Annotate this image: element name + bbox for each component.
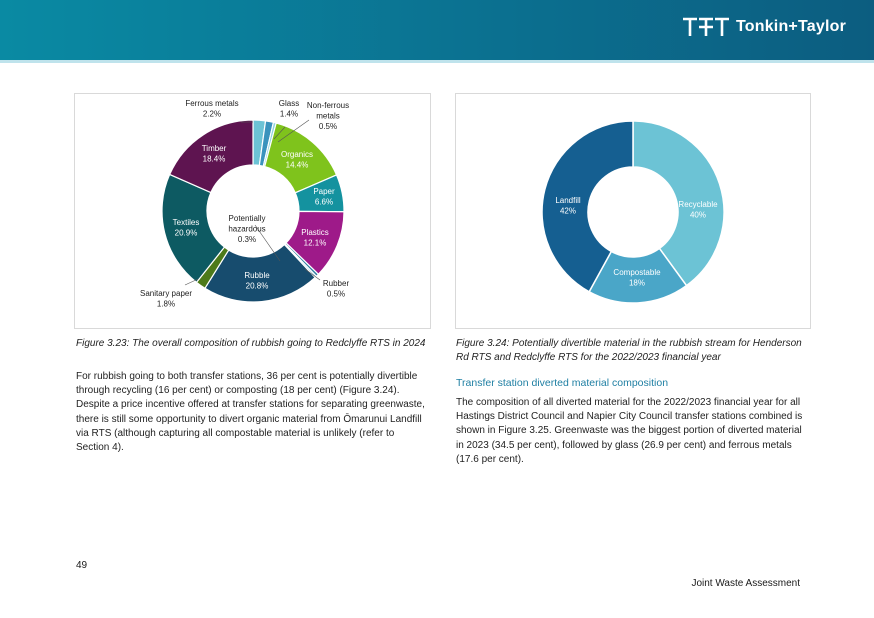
figure-3-23-caption: Figure 3.23: The overall composition of rubbish going to Redclyffe RTS in 2024	[76, 338, 426, 349]
divertible-donut-chart	[456, 94, 810, 328]
label-landfill: Landfill 42%	[555, 196, 581, 216]
label-compostable: Compostable 18%	[613, 268, 661, 288]
section-heading: Transfer station diverted material composition	[456, 377, 669, 389]
label-rubber: Rubber 0.5%	[322, 279, 350, 299]
left-paragraph: For rubbish going to both transfer stations, 36 per cent is potentially divertible through recycling (16 per cent) or composting (18 per cent) (Figure 3.24). Despite a price incentive offered at transfer stations for separating greenwaste, there is still some opportunity to divert organic material from Ōmarunui Landfill via RTS (although capturing all compostable material is unlikely (refer to Section 4).	[76, 371, 425, 454]
document-title: Joint Waste Assessment	[691, 578, 800, 589]
label-recyclable: Recyclable 40%	[678, 200, 718, 220]
brand-name: Tonkin+Taylor	[735, 18, 846, 35]
label-textiles: Textiles 20.9%	[172, 218, 200, 238]
tonkin-taylor-logo-icon	[682, 16, 730, 38]
label-rubble: Rubble 20.8%	[244, 271, 270, 291]
center-label: Potentially hazardous 0.3%	[228, 214, 266, 244]
label-ferrous-metals: Ferrous metals 2.2%	[185, 99, 239, 119]
label-glass: Glass 1.4%	[278, 99, 300, 119]
composition-donut-chart	[75, 94, 430, 328]
brand-logo	[682, 16, 846, 38]
label-sanitary-paper: Sanitary paper 1.8%	[139, 289, 193, 309]
label-timber: Timber 18.4%	[201, 144, 227, 164]
right-paragraph: The composition of all diverted material for the 2022/2023 financial year for all Hastings District Council and Napier City Council transfer stations combined is shown in Figure 3.25. Greenwaste was the biggest portion of diverted material in 2023 (34.5 per cent), followed by glass (26.9 per cent) and ferrous metals (17.6 per cent).	[456, 397, 803, 465]
label-plastics: Plastics 12.1%	[301, 228, 329, 248]
label-non-ferrous-metals: Non-ferrous metals 0.5%	[306, 101, 350, 131]
label-paper: Paper 6.6%	[313, 187, 335, 207]
figure-3-24-caption: Figure 3.24: Potentially divertible material in the rubbish stream for Henderson Rd RTS and Redclyffe RTS for the 2022/2023 financial year	[456, 338, 802, 363]
composition-chart-box	[74, 93, 431, 329]
header-rule	[0, 60, 874, 63]
divertible-chart-box	[455, 93, 811, 329]
page-number: 49	[76, 560, 88, 571]
label-organics: Organics 14.4%	[280, 150, 314, 170]
